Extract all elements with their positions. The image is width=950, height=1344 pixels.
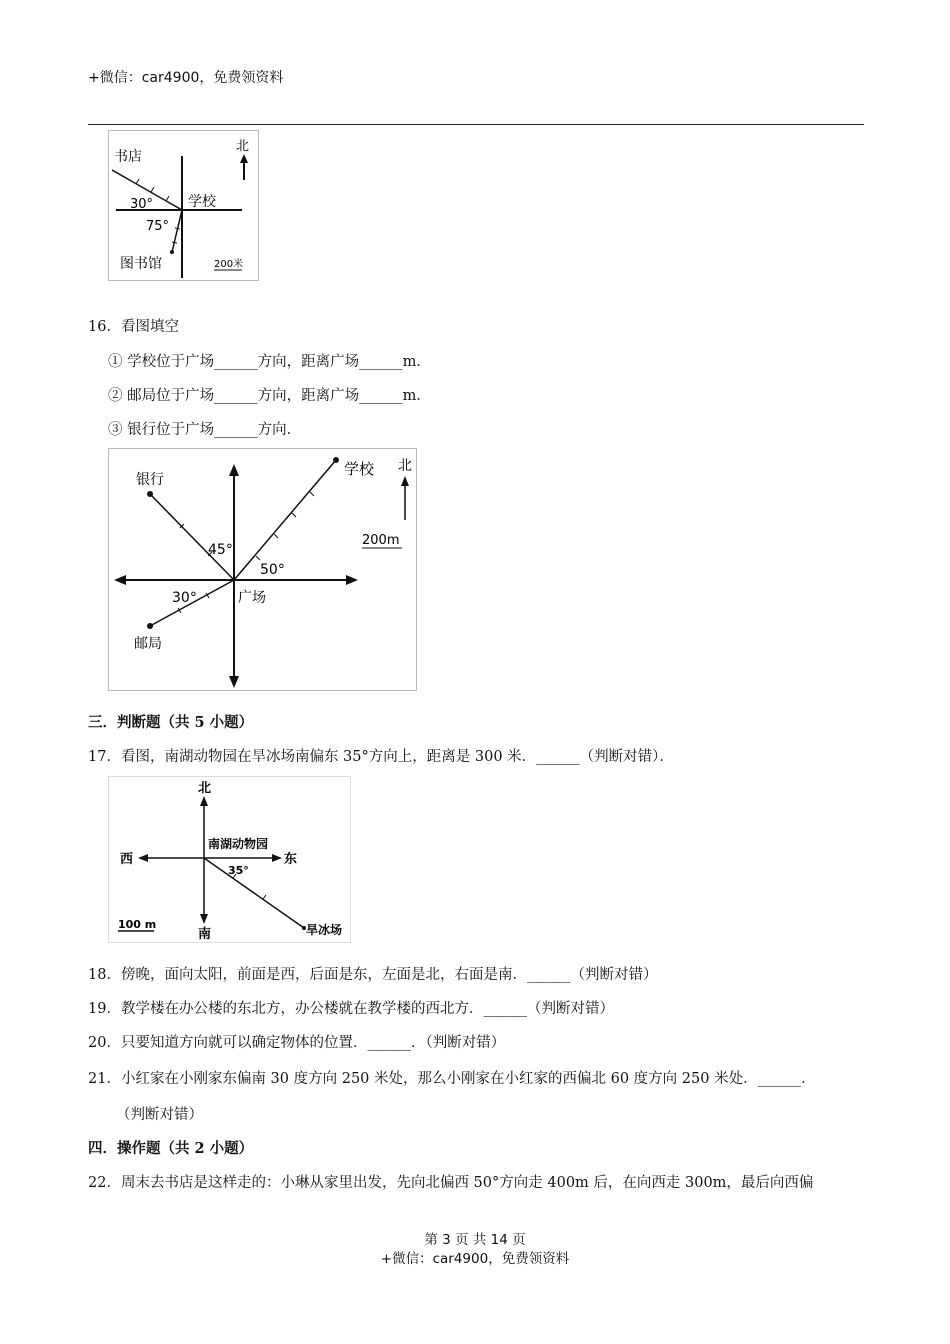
angle-50: 50° bbox=[260, 562, 285, 578]
question-22: 22．周末去书店是这样走的：小琳从家里出发，先向北偏西 50°方向走 400m 后，在向西走 300m，最后向西偏 bbox=[88, 1175, 814, 1191]
bookstore-label: 书店 bbox=[114, 149, 142, 165]
scale-label: 200m bbox=[362, 533, 400, 548]
question-19: 19．教学楼在办公楼的东北方，办公楼就在教学楼的西北方．______（判断对错） bbox=[88, 1001, 614, 1017]
post-office-label: 邮局 bbox=[134, 636, 162, 652]
figure-zoo-map bbox=[108, 776, 352, 944]
angle-30: 30° bbox=[172, 590, 197, 606]
angle-75: 75° bbox=[146, 219, 170, 234]
scale-label: 100 m bbox=[118, 918, 157, 931]
figure-bookstore-map bbox=[108, 130, 260, 282]
post-office-point bbox=[147, 623, 153, 629]
library-label: 图书馆 bbox=[120, 256, 162, 272]
question-17: 17．看图，南湖动物园在旱冰场南偏东 35°方向上，距离是 300 米．______（判断对错）． bbox=[88, 749, 674, 765]
bank-label: 银行 bbox=[136, 472, 164, 488]
plaza-label: 广场 bbox=[238, 590, 266, 606]
figure-plaza-map bbox=[108, 448, 418, 692]
school-point bbox=[333, 457, 339, 463]
north-label: 北 bbox=[198, 781, 212, 796]
section-4-heading: 四．操作题（共 2 小题） bbox=[88, 1140, 254, 1157]
north-label: 北 bbox=[398, 458, 412, 474]
question-16-item-2: ② 邮局位于广场______方向，距离广场______m． bbox=[108, 388, 431, 404]
south-label: 南 bbox=[198, 927, 212, 942]
question-20: 20．只要知道方向就可以确定物体的位置．______．（判断对错） bbox=[88, 1035, 506, 1051]
east-label: 东 bbox=[284, 852, 298, 867]
angle-30: 30° bbox=[130, 197, 154, 212]
question-21-line-2: （判断对错） bbox=[116, 1107, 203, 1123]
header-watermark: +微信：car4900，免费领资料 bbox=[88, 70, 284, 86]
header-rule bbox=[88, 124, 864, 125]
zoo-label: 南湖动物园 bbox=[208, 837, 269, 851]
angle-35: 35° bbox=[228, 864, 249, 877]
question-18: 18．傍晚，面向太阳，前面是西，后面是东，左面是北，右面是南．______（判断对错） bbox=[88, 967, 658, 983]
library-point bbox=[170, 250, 174, 254]
rink-label: 旱冰场 bbox=[306, 923, 343, 937]
footer-watermark: +微信：car4900，免费领资料 bbox=[380, 1251, 570, 1267]
west-label: 西 bbox=[120, 852, 134, 867]
school-label: 学校 bbox=[344, 460, 375, 478]
scale-label: 200米 bbox=[214, 259, 244, 270]
question-16-item-3: ③ 银行位于广场______方向． bbox=[108, 422, 302, 438]
north-label: 北 bbox=[236, 139, 250, 154]
bank-point bbox=[147, 491, 153, 497]
question-16-title: 16．看图填空 bbox=[88, 319, 179, 335]
section-3-heading: 三．判断题（共 5 小题） bbox=[88, 714, 254, 731]
question-16-item-1: ① 学校位于广场______方向，距离广场______m． bbox=[108, 354, 431, 370]
page-number: 第 3 页 共 14 页 bbox=[424, 1232, 526, 1248]
question-21-line-1: 21．小红家在小刚家东偏南 30 度方向 250 米处，那么小刚家在小红家的西偏北 60 度方向 250 米处．______． bbox=[88, 1071, 816, 1087]
angle-45: 45° bbox=[208, 542, 233, 558]
school-label: 学校 bbox=[188, 194, 216, 210]
